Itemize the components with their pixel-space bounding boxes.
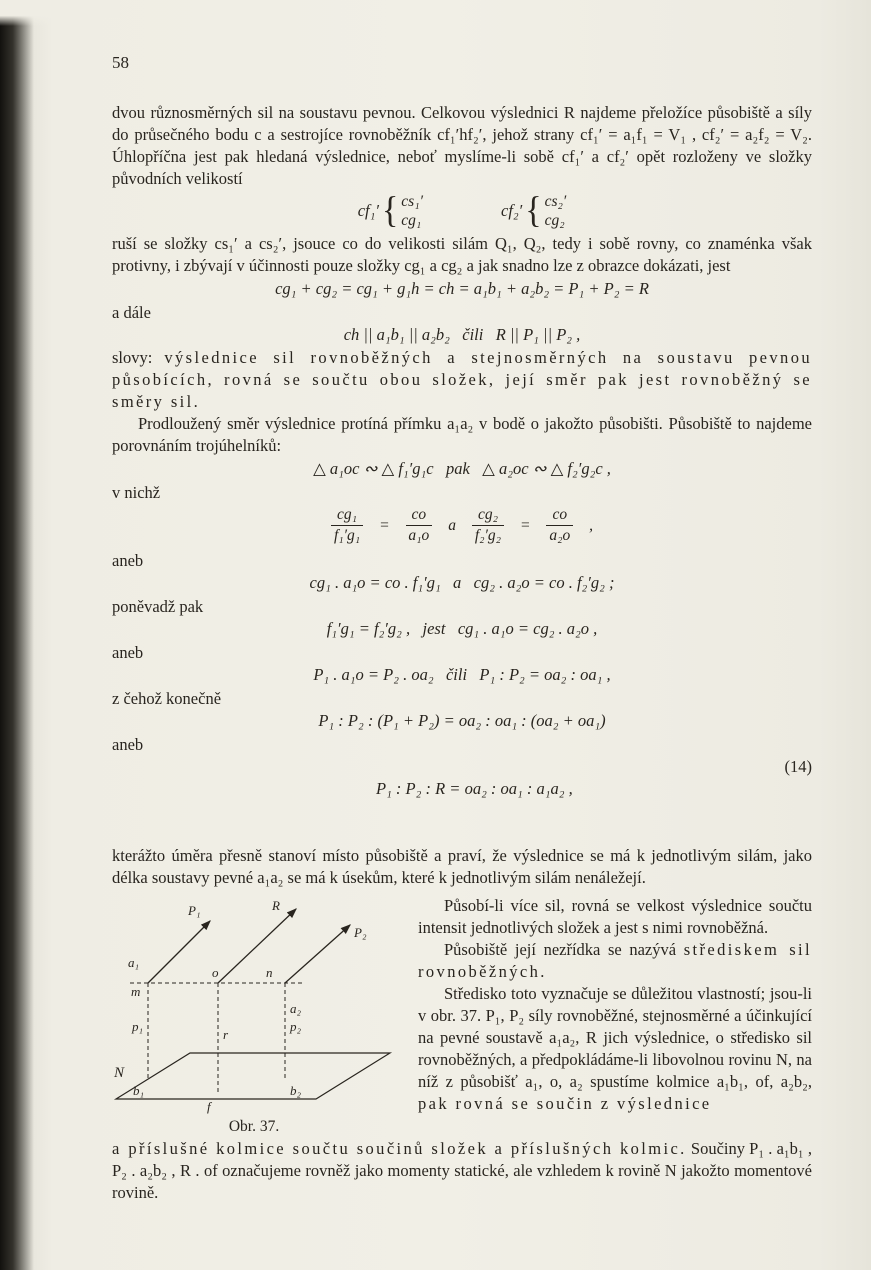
component-cg2: cg₂ (544, 212, 565, 229)
pusobiste-spaced: střediskem sil rovnoběžných. (418, 940, 812, 981)
figure-label-a1: a₁ (128, 955, 140, 970)
paragraph-slovy (112, 347, 812, 413)
moments-normal: Součiny P₁ . a₁b₁ , P₂ . a₂b₂ , R . of označujeme rovněž jako momenty statické, ale vzhledem k rovině N jakožto momentové rovině. (112, 1139, 813, 1202)
figure-label-force-r: R (272, 898, 280, 913)
paragraph-cancel-components: ruší se složky cs₁′ a cs₂′, jsouce co do velikosti silám Q₁, Q₂, tedy i sobě rovny, co znaménka však protivny, i zbývají v účinnosti pouze složky cg₁ a cg₂ a jak snadno lze z obrazce dokázati, jest (112, 234, 812, 275)
figure-label-b1: b₁ (133, 1083, 145, 1098)
brace-stack-left (401, 192, 423, 230)
equals-sign: = (379, 516, 390, 534)
figure-label-m: m (131, 984, 141, 999)
figure-label-n: n (266, 965, 273, 980)
equation-ratio-1: P₁ : P₂ : (P₁ + P₂) = oa₂ : oa₁ : (oa₂ + oa₁) (318, 711, 606, 730)
equals-sign: = (519, 516, 531, 534)
fraction-denominator: a₁o (408, 527, 430, 544)
brace-group-left (358, 192, 423, 230)
figure-label-f: f (207, 1099, 211, 1114)
force-arrow-p2 (285, 925, 350, 983)
fraction-numerator: co (406, 506, 433, 526)
equation-brace-decomposition (112, 190, 812, 233)
component-cs2: cs₂′ (544, 193, 567, 210)
figure-label-o: o (212, 965, 219, 980)
scan-edge-top (0, 0, 120, 26)
scan-edge-shadow (0, 0, 34, 1270)
paragraph-umera: kterážto úměra přesně stanoví místo působiště a praví, že výslednice se má k jednotlivým silám, jako délka soustavy pevné a₁a₂ se má k úsekům, které k jednotlivým silám nenáležejí. (112, 846, 812, 887)
figure-label-p2-small: p₂ (290, 1019, 302, 1034)
equation-number: (14) (784, 757, 812, 776)
page-number: 58 (112, 53, 129, 72)
lead-aneb-1: aneb (112, 551, 144, 570)
stredisko-normal: Středisko toto vyznačuje se důležitou vlastností; jsou-li v obr. 37. P₁, P₂ síly rovnoběžné, stejnosměrné a účinkující na pevné soustavě a₁a₂, R jich výslednice, o středisko sil rovnoběžných, a předpokládáme-li libovolnou rovinu N, na níž z působišť a₁, o, a₂ spustíme kolmice a₁b₁, of, a₂b₂, (418, 984, 812, 1091)
lead-vnichz: v nichž (112, 483, 161, 502)
fraction-right-2 (546, 506, 573, 545)
pusobiste-normal: Působiště její nezřídka se nazývá (444, 940, 684, 959)
brace-lead-right: cf₂′ (501, 201, 523, 220)
left-brace-glyph: { (381, 190, 399, 231)
equation-triangles: △ a₁oc ∾ △ f₁′g₁c pak △ a₂oc ∾ △ f₂′g₂c , (313, 459, 611, 478)
lead-aneb-2: aneb (112, 643, 144, 662)
brace-lead-left: cf₁′ (357, 201, 379, 220)
paragraph-prodlouzeny: Prodloužený směr výslednice protíná přímku a₁a₂ v bodě o jakožto působišti. Působiště to najdeme porovnáním trojúhelníků: (112, 414, 812, 455)
right-brace-glyph: { (525, 190, 542, 231)
moments-spaced: a příslušné kolmice součtu součinů složek a příslušných kolmic. (112, 1139, 687, 1158)
brace-group-right (501, 192, 566, 230)
figure-section (112, 889, 812, 1135)
component-cg1: cg₁ (401, 212, 422, 229)
figure-obr-37 (104, 897, 404, 1138)
equation-fractions (112, 503, 812, 549)
figure-label-b2: b₂ (290, 1083, 302, 1098)
plane-outline (116, 1053, 390, 1099)
equation-p-moments: P₁ . a₁o = P₂ . oa₂ čili P₁ : P₂ = oa₂ : oa₁ , (313, 665, 611, 684)
lead-ponevadz: poněvadž pak (112, 597, 204, 616)
fraction-numerator: cg₂ (472, 506, 504, 526)
lead-konecne: z čehož konečně (112, 689, 222, 708)
equation-sum: cg₁ + cg₂ = cg₁ + g₁h = ch = a₁b₁ + a₂b₂ = P₁ + P₂ = R (275, 279, 649, 298)
equation-ratio-final (112, 755, 812, 845)
lead-aneb-3: aneb (112, 735, 144, 754)
fraction-numerator: co (546, 506, 573, 526)
paragraph-intro: dvou různosměrných sil na soustavu pevnou. Celkovou výslednici R najdeme přeložíce působiště a síly do průsečného bodu c a sestrojíce rovnoběžník cf₁′hf₂′, jehož strany cf₁′ = a₁f₁ = V₁ , cf₂′ = a₂f₂ = V₂. Úhlopříčna jest pak hledaná výslednice, neboť myslíme-li sobě cf₁′ a cf₂′ opět rozloženy ve složky původních velikostí (112, 103, 812, 188)
figure-drawing (104, 897, 404, 1115)
fraction-left-2 (472, 506, 504, 545)
trailing-comma: , (589, 516, 593, 534)
equation-products: cg₁ . a₁o = co . f₁′g₁ a cg₂ . a₂o = co . f₂′g₂ ; (309, 573, 615, 592)
stredisko-spaced: pak rovná se součin z výslednice (418, 1094, 712, 1113)
figure-caption: Obr. 37. (228, 1118, 280, 1135)
fraction-right-1 (406, 506, 433, 545)
conjunction-a: a (448, 516, 456, 534)
equation-ratio-final-body: P₁ : P₂ : R = oa₂ : oa₁ : a₁a₂ , (375, 779, 573, 798)
fraction-denominator: a₂o (549, 527, 571, 544)
figure-label-plane-n: N (114, 1065, 125, 1081)
figure-label-r-small: r (223, 1027, 229, 1042)
fraction-denominator: f₁′g₁ (333, 527, 361, 544)
figure-label-p1-small: p₁ (132, 1019, 144, 1034)
fraction-left-1 (331, 506, 363, 545)
fraction-numerator: cg₁ (331, 506, 363, 526)
force-arrow-r (218, 909, 296, 983)
slovy-label: slovy: (112, 348, 165, 367)
fraction-denominator: f₂′g₂ (474, 527, 502, 544)
lead-adale: a dále (112, 303, 151, 322)
component-cs1: cs₁′ (401, 193, 423, 210)
paragraph-moments (112, 1138, 812, 1204)
figure-label-a2-small: a₂ (290, 1001, 302, 1016)
equation-parallel: ch || a₁b₁ || a₂b₂ čili R || P₁ || P₂ , (343, 325, 581, 344)
figure-label-force-p2: P₂ (354, 925, 367, 940)
force-arrow-p1 (148, 921, 210, 983)
page-content (112, 52, 812, 1204)
equation-fg-equal: f₁′g₁ = f₂′g₂ , jest cg₁ . a₁o = cg₂ . a₂o , (326, 619, 598, 638)
paragraph-pusobi-li: Působí-li více sil, rovná se velkost výslednice součtu intensit jednotlivých složek a jest s nimi rovnoběžná. (418, 896, 812, 937)
slovy-spaced-text: výslednice sil rovnoběžných a stejnosměrných na soustavu pevnou působících, rovná se součtu obou složek, její směr pak jest rovnoběžný se směry sil. (112, 348, 812, 411)
brace-stack-right (545, 192, 567, 230)
figure-label-force-p1: P₁ (188, 903, 201, 918)
